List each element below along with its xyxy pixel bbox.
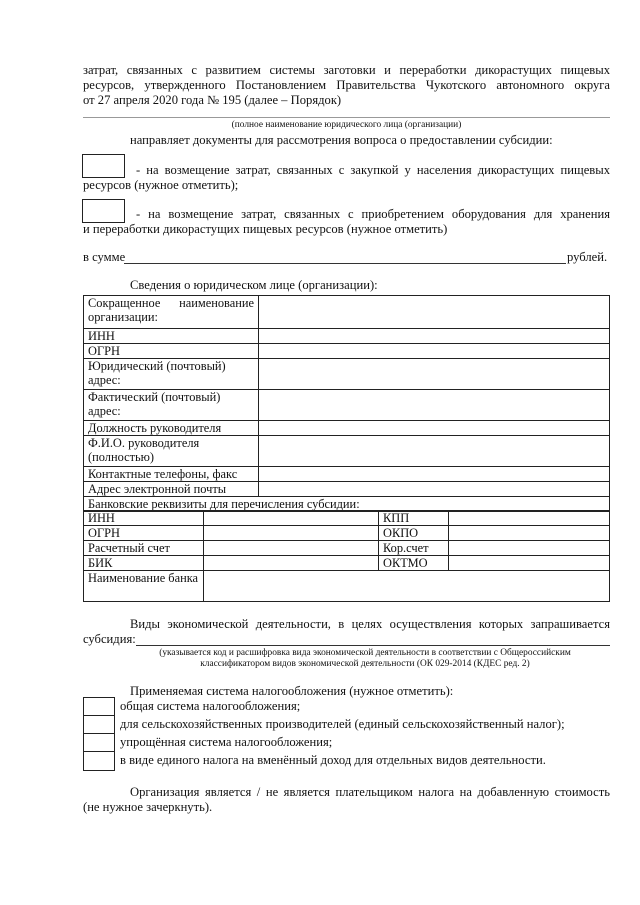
intro-line-1: затрат, связанных с развитием системы заготовки и переработки дикорастущих пищевых — [83, 63, 610, 77]
bank-details-header: Банковские реквизиты для перечисления субсидии: — [84, 497, 610, 512]
vat-line-1: Организация является / не является плательщиком налога на добавленную стоимость — [130, 785, 610, 799]
bank-bik-value[interactable] — [204, 556, 379, 571]
tax-general-label: общая система налогообложения; — [120, 699, 301, 713]
bank-bik-label: БИК — [84, 556, 204, 571]
option-equipment-checkbox[interactable] — [82, 199, 125, 223]
org-short-name-value[interactable] — [259, 296, 610, 329]
tax-title: Применяемая система налогообложения (нужное отметить): — [130, 684, 454, 698]
bank-account-label: Расчетный счет — [84, 541, 204, 556]
bank-kpp-value[interactable] — [449, 511, 610, 526]
amount-input-line[interactable] — [124, 263, 566, 264]
activity-input-line[interactable] — [136, 645, 610, 646]
org-legal-address-value[interactable] — [259, 359, 610, 390]
option-equipment-line-2: и переработки дикорастущих пищевых ресурсов (нужное отметить) — [83, 222, 448, 236]
option-procurement-line-1: - на возмещение затрат, связанных с закупкой у населения дикорастущих пищевых — [136, 163, 610, 177]
bank-okpo-value[interactable] — [449, 526, 610, 541]
bank-ogrn-value[interactable] — [204, 526, 379, 541]
option-procurement-line-2: ресурсов (нужное отметить); — [83, 178, 239, 192]
bank-name-label: Наименование банка — [84, 571, 204, 602]
org-head-position-label: Должность руководителя — [84, 421, 259, 436]
org-head-name-label: Ф.И.О. руководителя (полностью) — [84, 436, 259, 467]
org-phones-label: Контактные телефоны, факс — [84, 467, 259, 482]
bank-details-table — [83, 510, 610, 602]
org-legal-address-label: Юридический (почтовый) адрес: — [84, 359, 259, 390]
tax-imputed-checkbox[interactable] — [83, 751, 115, 771]
org-email-label: Адрес электронной почты — [84, 482, 259, 497]
activity-caption-1: (указывается код и расшифровка вида экономической деятельности в соответствии с Общероссийским — [159, 648, 571, 658]
activity-label: субсидия: — [83, 632, 136, 646]
amount-prefix: в сумме — [83, 250, 126, 264]
org-email-value[interactable] — [259, 482, 610, 497]
org-ogrn-value[interactable] — [259, 344, 610, 359]
bank-name-value[interactable] — [204, 571, 610, 602]
option-equipment-line-1: - на возмещение затрат, связанных с приобретением оборудования для хранения — [136, 207, 610, 221]
table-row — [84, 467, 610, 482]
table-row — [84, 390, 610, 421]
option-procurement-checkbox[interactable] — [82, 154, 125, 178]
bank-corr-account-value[interactable] — [449, 541, 610, 556]
table-row — [84, 329, 610, 344]
table-row — [84, 526, 610, 541]
bank-okpo-label: ОКПО — [379, 526, 449, 541]
table-row — [84, 296, 610, 329]
vat-line-2: (не нужное зачеркнуть). — [83, 800, 213, 814]
org-ogrn-label: ОГРН — [84, 344, 259, 359]
org-head-name-value[interactable] — [259, 436, 610, 467]
activity-caption-2: классификатором видов экономической деятельности (ОК 029-2014 (КДЕС ред. 2) — [200, 659, 530, 669]
table-row — [84, 359, 610, 390]
activity-line-1: Виды экономической деятельности, в целях осуществления которых запрашивается — [130, 617, 610, 631]
bank-kpp-label: КПП — [379, 511, 449, 526]
org-short-name-label: Сокращенное наименование организации: — [84, 296, 259, 329]
bank-oktmo-label: ОКТМО — [379, 556, 449, 571]
bank-corr-account-label: Кор.счет — [379, 541, 449, 556]
org-inn-value[interactable] — [259, 329, 610, 344]
tax-agricultural-checkbox[interactable] — [83, 715, 115, 735]
table-row — [84, 344, 610, 359]
tax-simplified-checkbox[interactable] — [83, 733, 115, 753]
org-inn-label: ИНН — [84, 329, 259, 344]
bank-inn-value[interactable] — [204, 511, 379, 526]
table-row — [84, 541, 610, 556]
intro-line-2: ресурсов, утвержденного Постановлением Правительства Чукотского автономного округа — [83, 78, 610, 92]
org-info-title: Сведения о юридическом лице (организации): — [130, 278, 378, 292]
bank-oktmo-value[interactable] — [449, 556, 610, 571]
bank-account-value[interactable] — [204, 541, 379, 556]
org-name-caption: (полное наименование юридического лица (организации) — [231, 120, 462, 130]
org-actual-address-value[interactable] — [259, 390, 610, 421]
table-row — [84, 482, 610, 497]
org-info-table — [83, 295, 610, 512]
submits-text: направляет документы для рассмотрения вопроса о предоставлении субсидии: — [130, 133, 553, 147]
org-name-line[interactable] — [83, 117, 610, 118]
intro-line-3: от 27 апреля 2020 года № 195 (далее – Порядок) — [83, 93, 342, 107]
org-phones-value[interactable] — [259, 467, 610, 482]
org-actual-address-label: Фактический (почтовый) адрес: — [84, 390, 259, 421]
tax-simplified-label: упрощённая система налогообложения; — [120, 735, 333, 749]
bank-ogrn-label: ОГРН — [84, 526, 204, 541]
org-head-position-value[interactable] — [259, 421, 610, 436]
table-row — [84, 421, 610, 436]
tax-general-checkbox[interactable] — [83, 697, 115, 717]
table-row — [84, 436, 610, 467]
table-row — [84, 556, 610, 571]
tax-agricultural-label: для сельскохозяйственных производителей (единый сельскохозяйственный налог); — [120, 717, 565, 731]
amount-suffix: рублей. — [567, 250, 608, 264]
bank-inn-label: ИНН — [84, 511, 204, 526]
table-row — [84, 511, 610, 526]
table-row — [84, 571, 610, 602]
tax-imputed-label: в виде единого налога на вменённый доход для отдельных видов деятельности. — [120, 753, 546, 767]
